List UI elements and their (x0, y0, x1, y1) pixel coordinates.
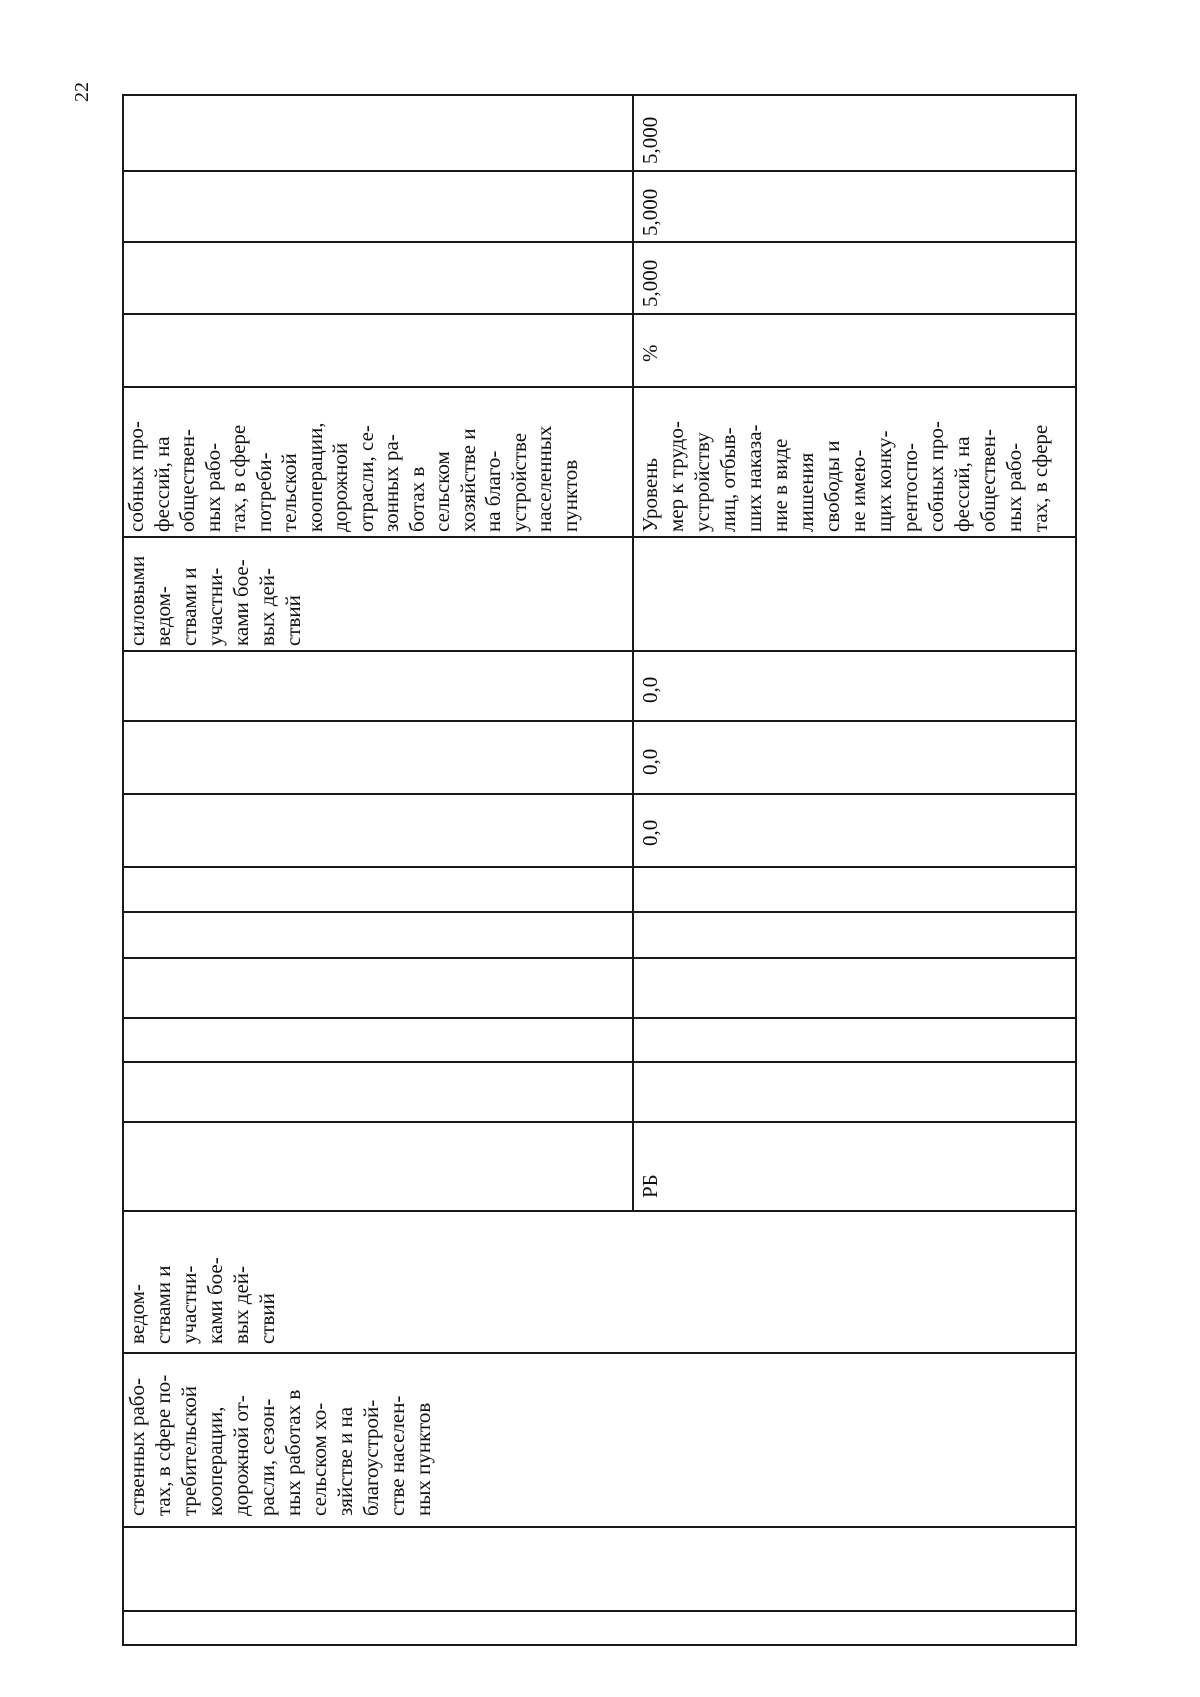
column-separator (122, 720, 1075, 722)
column-separator (122, 170, 1075, 172)
prev-row-goal-text: ственных рабо- тах, в сфере по- требительской кооперации, дорожной от- расли, сезон- ных работах в сельском хо- зяйстве и на благоустрой- стве населен- ных пунктов (125, 1374, 435, 1516)
main-row-indicator-text: Уровень мер к трудо- устройству лиц, отбыв- ших наказа- ние в виде лишения свободы и не имею- щих конку- рентоспо- собных про- фессий, на обществен- ных рабо- тах, в сфере (638, 421, 1052, 532)
main-row-source: РБ (638, 1174, 662, 1198)
column-separator (122, 793, 1075, 795)
column-separator (122, 1017, 1075, 1019)
table-border-top (122, 94, 1075, 96)
column-separator (122, 1526, 1075, 1528)
main-row-value-b2: 5,000 (638, 188, 662, 236)
page-number: 22 (71, 82, 93, 102)
column-separator (122, 911, 1075, 913)
column-separator (122, 650, 1075, 652)
column-separator (122, 241, 1075, 243)
main-row-partners-text: силовыми ведом- ствами и участни- ками бое- вых дей- ствий (125, 555, 305, 646)
main-row-value-b1: 5,000 (638, 259, 662, 307)
column-separator (122, 1061, 1075, 1063)
column-separator (122, 1210, 1075, 1212)
column-separator (122, 1352, 1075, 1354)
main-row-value-a1: 0,0 (638, 819, 662, 846)
column-separator (122, 313, 1075, 315)
main-row-indicator-prev-text: собных про- фессий, на обществен- ных рабо- тах, в сфере потреби- тельской кооперации, дорожной отрасли, се- зонных ра- ботах в сельском хозяйстве и на благо- устройстве населенных пунктов (124, 421, 582, 532)
column-separator (122, 1610, 1075, 1612)
table-border-bottom (122, 1644, 1075, 1646)
column-separator (122, 866, 1075, 868)
column-separator (122, 1121, 1075, 1123)
prev-row-partners-text: ведом- ствами и участни- ками бое- вых дей- ствий (125, 1257, 279, 1344)
main-row-value-a2: 0,0 (638, 748, 662, 775)
main-row-value-b3: 5,000 (638, 116, 662, 164)
column-separator (122, 957, 1075, 959)
row-separator (1075, 94, 1077, 1646)
main-row-value-a3: 0,0 (638, 676, 662, 703)
main-row-unit: % (638, 344, 662, 362)
row-separator (632, 94, 634, 1211)
